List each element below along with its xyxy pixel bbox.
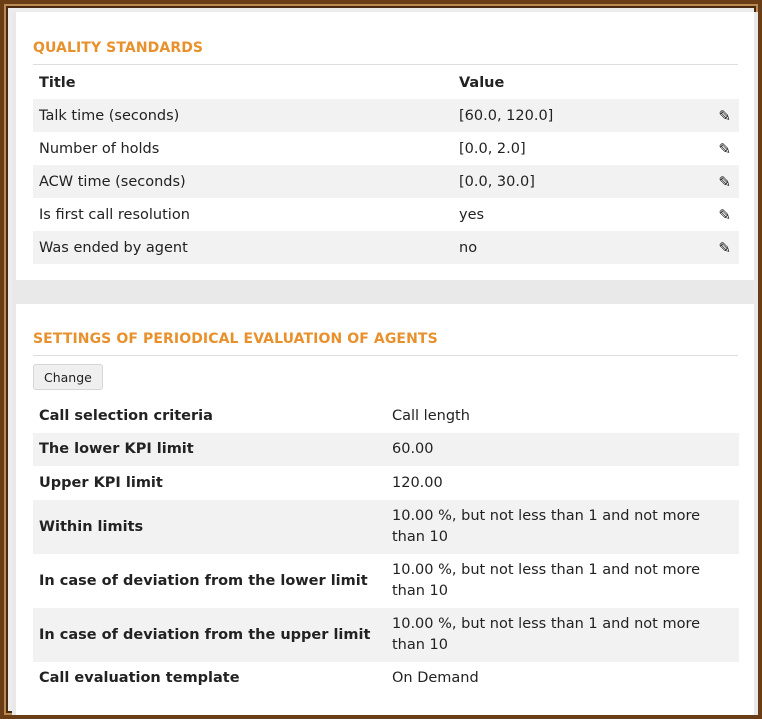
- row-title: ACW time (seconds): [33, 165, 453, 198]
- pencil-icon[interactable]: ✎: [683, 231, 739, 264]
- pencil-icon[interactable]: ✎: [718, 139, 731, 158]
- row-value: [0.0, 30.0]: [453, 165, 683, 198]
- table-row: [33, 500, 739, 554]
- setting-value: On Demand: [392, 670, 479, 686]
- table-row: [33, 466, 739, 500]
- column-header-value: Value: [459, 75, 505, 91]
- content-area: [12, 12, 758, 715]
- row-value: no: [453, 231, 683, 264]
- periodical-evaluation-panel: [16, 304, 754, 715]
- evaluation-settings-title: SETTINGS OF PERIODICAL EVALUATION OF AGENTS: [33, 331, 738, 356]
- table-row: [33, 400, 739, 433]
- setting-key: Call evaluation template: [39, 670, 240, 686]
- quality-standards-table: [33, 67, 739, 264]
- table-row: [33, 662, 739, 695]
- pencil-icon[interactable]: ✎: [718, 205, 731, 224]
- pencil-icon[interactable]: ✎: [683, 165, 739, 198]
- row-title: Number of holds: [39, 140, 160, 157]
- setting-key: Call selection criteria: [39, 408, 213, 424]
- row-title: Talk time (seconds): [33, 99, 453, 132]
- pencil-icon[interactable]: ✎: [683, 99, 739, 132]
- row-title: Was ended by agent: [33, 231, 453, 264]
- row-value: yes: [459, 206, 485, 223]
- setting-value: 10.00 %, but not less than 1 and not more than 10: [386, 608, 739, 662]
- table-row: [33, 608, 739, 662]
- table-row: [33, 198, 739, 231]
- row-title: Is first call resolution: [39, 206, 190, 223]
- setting-value: 10.00 %, but not less than 1 and not more than 10: [386, 500, 739, 554]
- setting-value: 10.00 %, but not less than 1 and not more than 10: [392, 562, 701, 599]
- quality-standards-title: QUALITY STANDARDS: [33, 40, 738, 65]
- quality-standards-panel: [16, 12, 754, 280]
- setting-key: The lower KPI limit: [33, 433, 386, 466]
- setting-value: 120.00: [392, 474, 443, 491]
- row-value: [0.0, 2.0]: [459, 140, 526, 157]
- setting-key: Within limits: [33, 500, 386, 554]
- setting-value: Call length: [392, 408, 470, 424]
- change-button[interactable]: Change: [33, 364, 103, 390]
- table-row: [33, 165, 739, 198]
- table-header-row: [33, 67, 739, 99]
- setting-key: Upper KPI limit: [39, 474, 163, 491]
- table-row: [33, 231, 739, 264]
- table-row: [33, 132, 739, 165]
- setting-key: In case of deviation from the upper limit: [33, 608, 386, 662]
- evaluation-settings-table: [33, 400, 739, 695]
- table-row: [33, 99, 739, 132]
- table-row: [33, 433, 739, 466]
- row-value: [60.0, 120.0]: [453, 99, 683, 132]
- setting-value: 60.00: [386, 433, 739, 466]
- column-header-title: Title: [39, 75, 76, 91]
- table-row: [33, 554, 739, 608]
- setting-key: In case of deviation from the lower limit: [39, 572, 368, 589]
